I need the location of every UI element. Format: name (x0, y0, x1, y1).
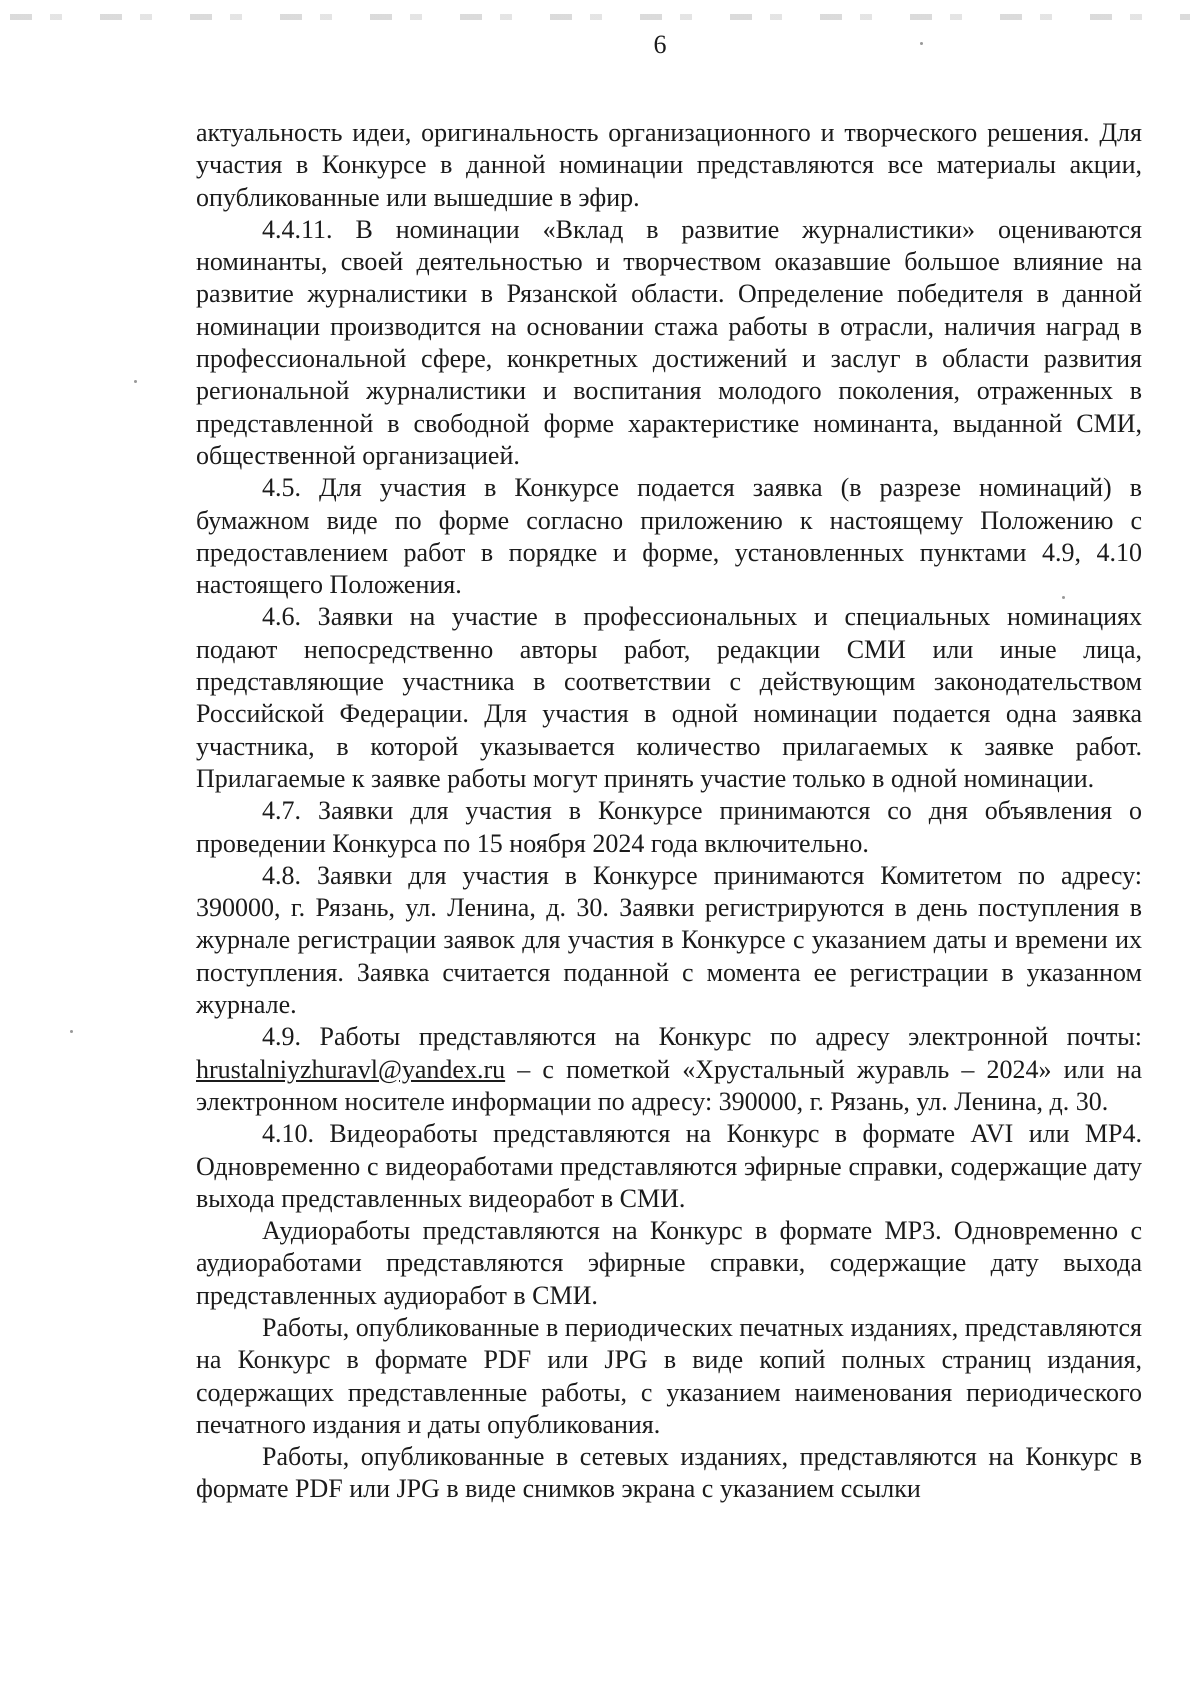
paragraph-4-9 (196, 1021, 1142, 1118)
paragraph-4-9-suffix: – с пометкой «Хрустальный журавль – 2024» или на электронном носителе информации по адресу: 390000, г. Рязань, ул. Ленина, д. 30. (196, 1054, 1142, 1116)
scan-artifact-top (10, 14, 1190, 20)
paragraph-continuation: актуальность идеи, оригинальность организационного и творческого решения. Для участия в Конкурсе в данной номинации представляются все материалы акции, опубликованные или вышедшие в эфир. (196, 118, 1142, 212)
paragraph-4-4-11: 4.4.11. В номинации «Вклад в развитие журналистики» оцениваются номинанты, своей деятельностью и творчеством оказавшие большое влияние на развитие журналистики в Рязанской области. Определение победителя в данной номинации производится на основании стажа работы в отрасли, наличия наград в профессиональной сфере, конкретных достижений и заслуг в области развития региональной журналистики и воспитания молодого поколения, отраженных в представленной в свободной форме характеристике номинанта, выданной СМИ, общественной организацией. (196, 214, 1142, 470)
scan-speck (920, 42, 923, 45)
email-link[interactable]: hrustalniyzhuravl@yandex.ru (196, 1054, 506, 1084)
paragraph-online: Работы, опубликованные в сетевых изданиях, представляются на Конкурс в формате PDF или JPG в виде снимков экрана с указанием ссылки (196, 1442, 1142, 1504)
scan-speck (1062, 596, 1065, 599)
paragraph-4-8: 4.8. Заявки для участия в Конкурсе принимаются Комитетом по адресу: 390000, г. Рязань, ул. Ленина, д. 30. Заявки регистрируются в день поступления в журнале регистрации заявок для участия в Конкурсе с указанием даты и времени их поступления. Заявка считается поданной с момента ее регистрации в указанном журнале. (196, 860, 1142, 1020)
paragraph-4-10: 4.10. Видеоработы представляются на Конкурс в формате AVI или MP4. Одновременно с видеоработами представляются эфирные справки, содержащие дату выхода представленных видеоработ в СМИ. (196, 1119, 1142, 1213)
paragraph-4-6: 4.6. Заявки на участие в профессиональных и специальных номинациях подают непосредственно авторы работ, редакции СМИ или иные лица, представляющие участника в соответствии с действующим законодательством Российской Федерации. Для участия в одной номинации подается одна заявка участника, в которой указывается количество прилагаемых к заявке работ. Прилагаемые к заявке работы могут принять участие только в одной номинации. (196, 602, 1142, 793)
paragraph-4-7: 4.7. Заявки для участия в Конкурсе принимаются со дня объявления о проведении Конкурса по 15 ноября 2024 года включительно. (196, 796, 1142, 858)
paragraph-audio: Аудиоработы представляются на Конкурс в формате MP3. Одновременно с аудиоработами представляются эфирные справки, содержащие дату выхода представленных аудиоработ в СМИ. (196, 1216, 1142, 1310)
page-number: 6 (653, 30, 667, 59)
paragraph-4-9-prefix: 4.9. Работы представляются на Конкурс по адресу электронной почты: (262, 1022, 1142, 1052)
scan-speck (134, 380, 137, 383)
scan-speck (70, 1030, 73, 1033)
document-body (196, 117, 1142, 1506)
paragraph-print: Работы, опубликованные в периодических печатных изданиях, представляются на Конкурс в формате PDF или JPG в виде копий полных страниц издания, содержащих представленные работы, с указанием наименования периодического печатного издания и даты опубликования. (196, 1312, 1142, 1439)
paragraph-4-5: 4.5. Для участия в Конкурсе подается заявка (в разрезе номинаций) в бумажном виде по форме согласно приложению к настоящему Положению с предоставлением работ в порядке и форме, установленных пунктами 4.9, 4.10 настоящего Положения. (196, 473, 1142, 600)
